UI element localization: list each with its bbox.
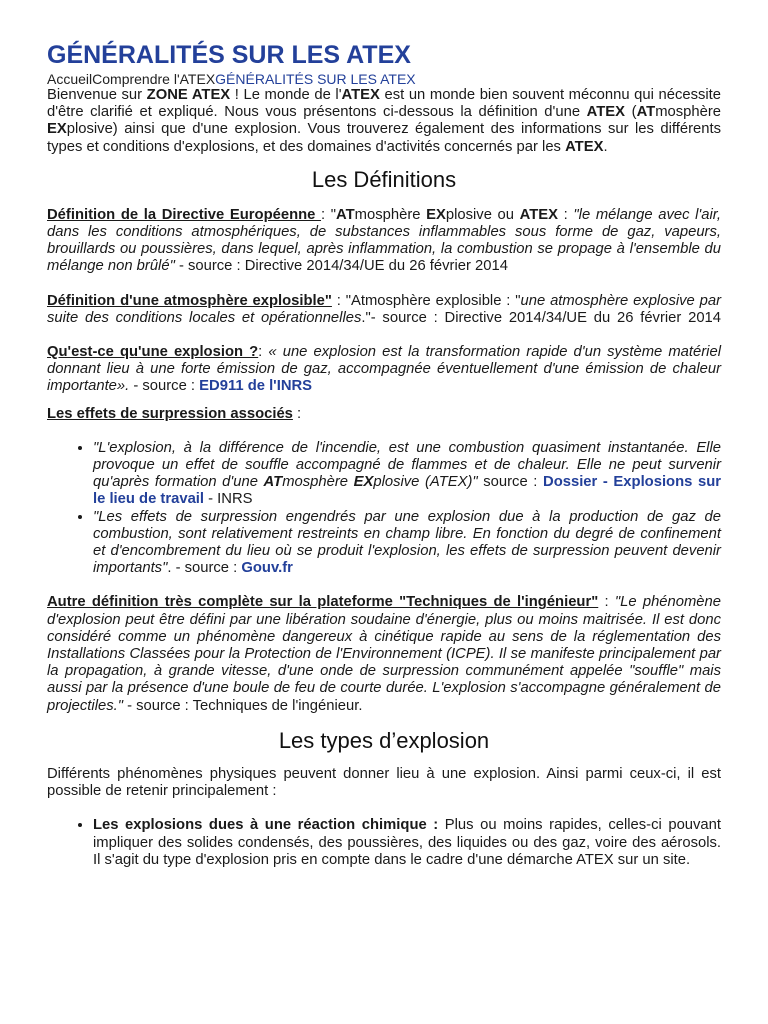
- intro-bold: ATEX: [565, 138, 604, 155]
- intro-text: est un monde bien souvent méconnu qui nécessite d'être clarifié et expliqué. Nous vous présentons ci-dessous la définition d'une: [47, 87, 721, 121]
- effects-list: [47, 440, 721, 578]
- effects-bold: AT: [263, 474, 283, 491]
- definition-explosion: [47, 344, 721, 396]
- definition-atmosphere: [47, 293, 721, 327]
- definition-term: Définition d'une atmosphère explosible": [47, 292, 332, 309]
- types-list: [47, 817, 721, 869]
- list-item: [93, 509, 721, 578]
- inrs-ed911-link[interactable]: ED911 de l'INRS: [199, 378, 313, 395]
- types-text: Plus ou moins rapides, celles-ci pouvant impliquer des solides condensés, des poussières, des liquides ou des gaz, voire des aérosols. Il s'agit du type d'explosion pris en compte dans le cadre d'une démarche ATEX sur un site.: [93, 817, 721, 868]
- intro-paragraph: [47, 87, 721, 156]
- definition-term: Définition de la Directive Européenne: [47, 206, 322, 223]
- definition-quote: une atmosphère explosive par suite des conditions locales et opérationnelles: [47, 292, 722, 326]
- definition-text: :: [258, 344, 269, 361]
- gouv-link[interactable]: Gouv.fr: [241, 560, 293, 577]
- effects-quote: "L'explosion, à la différence de l'incendie, est une combustion quasiment instantanée. Elle provoque un effet de souffle accompagné de flammes et de chaleur. Elle ne peut survenir qu'après formation d'une: [93, 439, 721, 491]
- definition-bold: EX: [426, 206, 446, 223]
- definition-text: : ": [321, 206, 337, 223]
- definition-techniques: [47, 594, 721, 714]
- breadcrumb-home-link[interactable]: Accueil: [47, 71, 93, 87]
- definition-text: plosive ou: [445, 206, 520, 223]
- effects-source: - INRS: [204, 491, 253, 508]
- effects-text: :: [292, 405, 302, 422]
- list-item: [93, 440, 721, 509]
- definition-text: mosphère: [354, 206, 427, 223]
- definition-text: :: [558, 206, 574, 223]
- definition-source: - source : Directive 2014/34/UE du 26 février 2014: [174, 258, 508, 275]
- section-heading-types: Les types d’explosion: [278, 727, 490, 753]
- intro-bold: ATEX: [341, 87, 380, 103]
- intro-bold: EX: [47, 121, 67, 138]
- definition-quote: "Le phénomène d'explosion peut être défini par une libération soudaine d'énergie, plus ou moins maitrisée. Il est donc considéré comme un phénomène dangereux à cinétique rapide au sens de la réglementation des Installations Classées pour la Protection de l'Environnement (ICPE). Il se manifeste principalement par la propagation, à grande vitesse, d'une onde de surpression communément appelée "souffle" mais aussi par la présence d'une boule de feu de courte durée. L'explosion s'accompagne généralement de projectiles.": [47, 594, 721, 714]
- effects-source: . - source :: [167, 560, 242, 577]
- intro-bold: ATEX: [586, 104, 626, 121]
- effects-quote: "Les effets de surpression engendrés par une explosion due à la production de gaz de combustion, sont relativement restreints en champ libre. En fonction du degré de confinement et d'encombrement du lieu où se produit l'explosion, les effets de surpression peuvent devenir importants": [93, 508, 721, 577]
- definition-bold: ATEX: [519, 206, 559, 223]
- intro-bold: AT: [636, 104, 656, 121]
- definition-source: ."- source : Directive 2014/34/UE du 26 février 2014: [361, 309, 722, 326]
- intro-bold: ZONE ATEX: [146, 87, 231, 103]
- types-intro: Différents phénomènes physiques peuvent donner lieu à une explosion. Ainsi parmi ceux-ci, il est possible de retenir principalement :: [47, 765, 721, 800]
- intro-text: (: [625, 104, 637, 121]
- definition-text: :: [598, 594, 615, 611]
- intro-text: Bienvenue sur: [47, 87, 147, 103]
- definition-text: : "Atmosphère explosible : ": [331, 292, 521, 309]
- definition-term: Qu'est-ce qu'une explosion ?: [47, 344, 259, 361]
- inrs-dossier-link[interactable]: Dossier - Explosions sur le lieu de travail: [93, 474, 721, 508]
- definition-quote: "le mélange avec l'air, dans les conditions atmosphériques, de substances inflammables sous forme de gaz, vapeurs, brouillards ou poussières, dans lequel, après inflammation, la combustion se propage à l'ensemble du mélange non brûlé": [47, 206, 721, 275]
- definition-source: - source :: [129, 378, 200, 395]
- intro-text: .: [603, 138, 608, 155]
- definition-bold: AT: [336, 206, 355, 223]
- breadcrumb-comprendre-link[interactable]: Comprendre l'ATEX: [92, 71, 216, 87]
- breadcrumb-current: GÉNÉRALITÉS SUR LES ATEX: [215, 71, 416, 87]
- effects-term: Les effets de surpression associés: [47, 405, 293, 422]
- section-heading-definitions: Les Définitions: [311, 166, 457, 192]
- definition-term: Autre définition très complète sur la plateforme "Techniques de l'ingénieur": [47, 594, 599, 611]
- intro-text: plosive) ainsi que d'une explosion. Vous trouverez également des informations sur les différents types et conditions d'explosions, et des domaines d'activités concernés par les: [47, 121, 721, 155]
- definition-directive: [47, 207, 721, 276]
- types-term: Les explosions dues à une réaction chimique :: [93, 817, 439, 834]
- effects-quote: mosphère: [282, 474, 354, 491]
- effects-heading: [47, 406, 721, 423]
- list-item: [93, 817, 721, 869]
- effects-source: source :: [477, 474, 544, 491]
- effects-quote: plosive (ATEX)": [373, 474, 478, 491]
- intro-text: ! Le monde de l': [230, 87, 342, 103]
- intro-text: mosphère: [655, 104, 722, 121]
- effects-bold: EX: [353, 474, 374, 491]
- definition-source: - source : Techniques de l'ingénieur.: [122, 697, 363, 714]
- breadcrumb: [47, 71, 721, 87]
- definition-quote: « une explosion est la transformation rapide d'un système matériel donnant lieu à une forte émission de gaz, accompagnée éventuellement d'une émission de chaleur importante».: [47, 344, 721, 395]
- page-title: GÉNÉRALITÉS SUR LES ATEX: [47, 41, 411, 69]
